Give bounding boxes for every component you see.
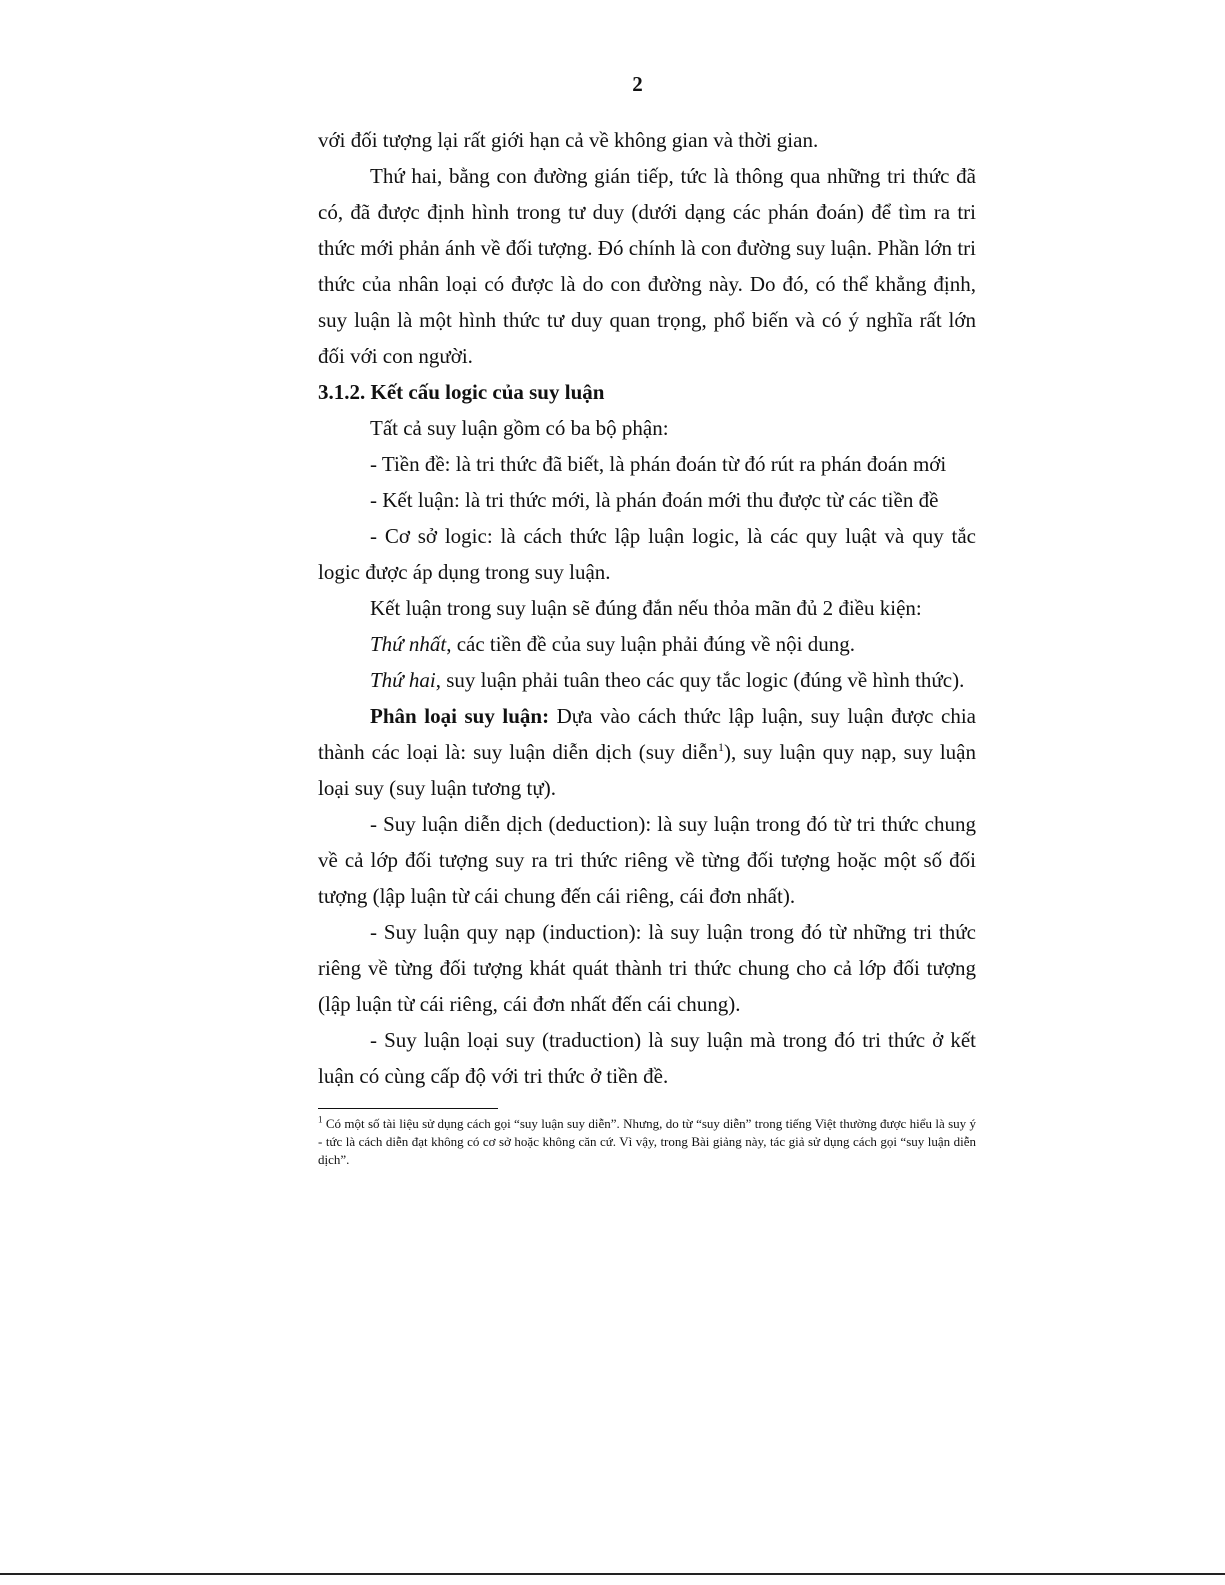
condition-1: [318, 626, 976, 662]
condition-text: , suy luận phải tuân theo các quy tắc logic (đúng về hình thức).: [435, 668, 965, 692]
footnote-reference[interactable]: 1: [718, 740, 725, 754]
paragraph: Thứ hai, bằng con đường gián tiếp, tức là thông qua những tri thức đã có, đã được định hình trong tư duy (dưới dạng các phán đoán) để tìm ra tri thức mới phản ánh về đối tượng. Đó chính là con đường suy luận. Phần lớn tri thức của nhân loại có được là do con đường này. Do đó, có thể khẳng định, suy luận là một hình thức tư duy quan trọng, phổ biến và có ý nghĩa rất lớn đối với con người.: [318, 164, 976, 368]
footnote: [318, 1115, 976, 1169]
section-heading: 3.1.2. Kết cấu logic của suy luận: [318, 380, 605, 404]
condition-text: , các tiền đề của suy luận phải đúng về nội dung.: [446, 632, 856, 656]
footnote-text: Có một số tài liệu sử dụng cách gọi “suy luận suy diễn”. Nhưng, do từ “suy diễn” trong tiếng Việt thường được hiểu là suy ý - tức là cách diễn đạt không có cơ sở hoặc không căn cứ. Vì vậy, trong Bài giảng này, tác giả sử dụng cách gọi “suy luận diễn dịch”.: [318, 1116, 976, 1167]
page-bottom-border: [0, 1573, 1225, 1575]
list-item: - Suy luận quy nạp (induction): là suy luận trong đó từ những tri thức riêng về từng đối tượng khát quát thành tri thức chung cho cả lớp đối tượng (lập luận từ cái riêng, cái đơn nhất đến cái chung).: [318, 920, 976, 1016]
body-text: [318, 122, 976, 1094]
list-item: - Kết luận: là tri thức mới, là phán đoán mới thu được từ các tiền đề: [370, 488, 939, 512]
paragraph: Tất cả suy luận gồm có ba bộ phận:: [370, 416, 669, 440]
footnote-marker: 1: [318, 1114, 323, 1125]
classification-paragraph: [318, 698, 976, 806]
condition-2: [318, 662, 976, 698]
bold-lead: Phân loại suy luận:: [370, 704, 550, 728]
italic-lead: Thứ hai: [370, 668, 436, 692]
list-item: - Tiền đề: là tri thức đã biết, là phán đoán từ đó rút ra phán đoán mới: [370, 452, 947, 476]
page-number: 2: [632, 72, 643, 96]
list-item: - Suy luận diễn dịch (deduction): là suy luận trong đó từ tri thức chung về cả lớp đối tượng suy ra tri thức riêng về từng đối tượng hoặc một số đối tượng (lập luận từ cái chung đến cái riêng, cái đơn nhất).: [318, 812, 976, 908]
classification-text-a: Dựa vào cách thức lập luận, suy luận được chia thành các loại là: suy luận diễn dịch (suy diễn: [318, 704, 976, 764]
paragraph: Kết luận trong suy luận sẽ đúng đắn nếu thỏa mãn đủ 2 điều kiện:: [370, 596, 922, 620]
paragraph: với đối tượng lại rất giới hạn cả về không gian và thời gian.: [318, 128, 819, 152]
italic-lead: Thứ nhất: [370, 632, 447, 656]
list-item: - Suy luận loại suy (traduction) là suy luận mà trong đó tri thức ở kết luận có cùng cấp độ với tri thức ở tiền đề.: [318, 1028, 976, 1088]
footnote-divider: [318, 1108, 498, 1109]
classification-text-b: ), suy luận quy nạp, suy luận loại suy (suy luận tương tự).: [318, 740, 976, 800]
list-item: - Cơ sở logic: là cách thức lập luận logic, là các quy luật và quy tắc logic được áp dụng trong suy luận.: [318, 524, 976, 584]
